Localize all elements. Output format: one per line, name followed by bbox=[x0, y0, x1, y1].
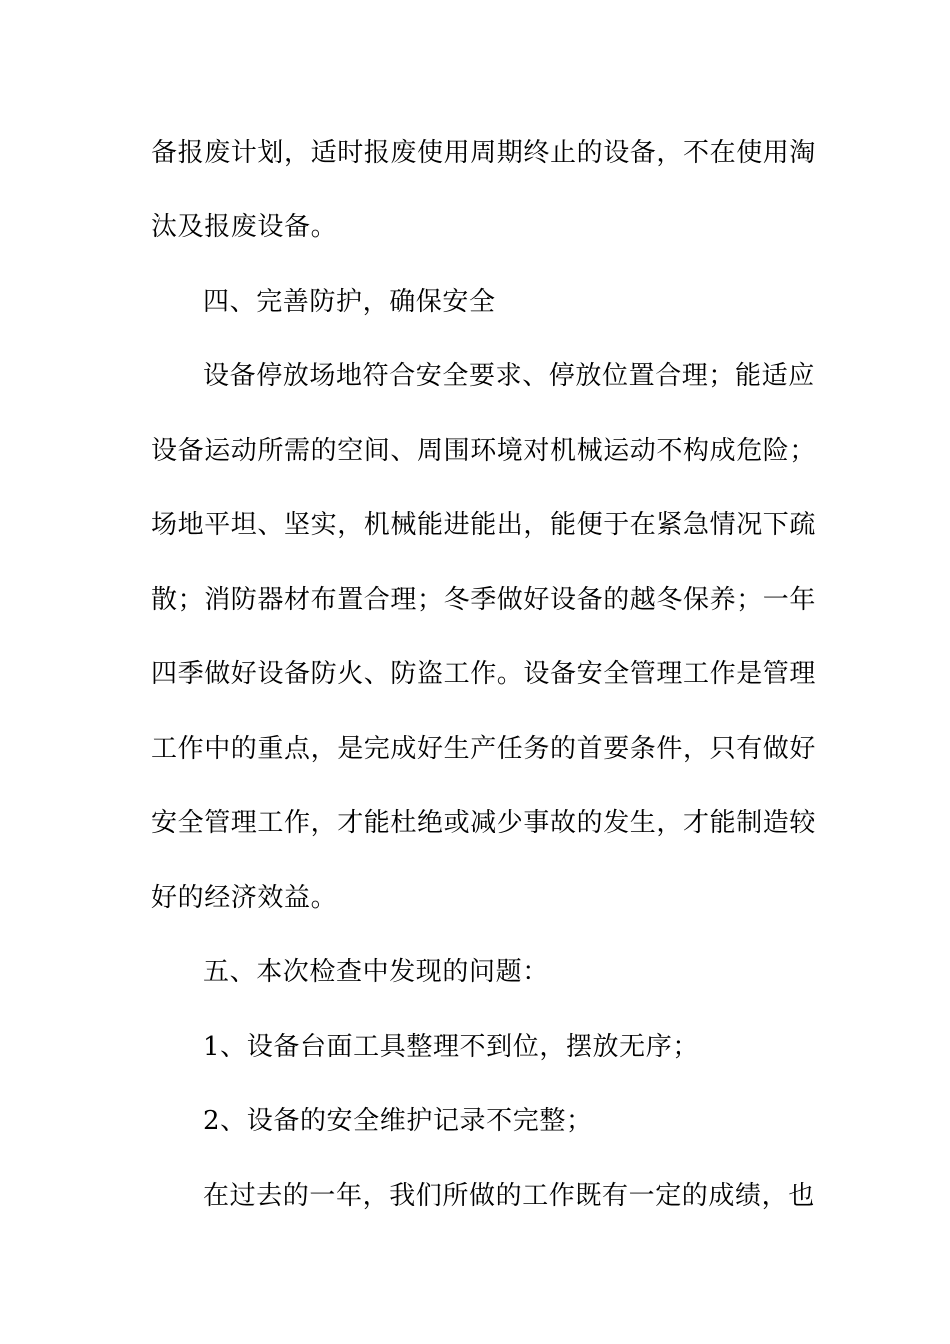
paragraph-line-1: 备报废计划，适时报废使用周期终止的设备，不在使用淘 bbox=[151, 138, 817, 168]
list-item-2: 2、设备的安全维护记录不完整； bbox=[203, 1106, 593, 1136]
paragraph-line-4: 设备运动所需的空间、周围环境对机械运动不构成危险； bbox=[151, 436, 817, 466]
paragraph-line-2: 汰及报废设备。 bbox=[151, 212, 338, 242]
paragraph-line-11: 在过去的一年，我们所做的工作既有一定的成绩，也 bbox=[203, 1181, 815, 1211]
section-heading-5: 五、本次检查中发现的问题： bbox=[203, 957, 549, 987]
paragraph-line-8: 工作中的重点，是完成好生产任务的首要条件，只有做好 bbox=[151, 734, 817, 764]
list-item-1: 1、设备台面工具整理不到位，摆放无序； bbox=[203, 1032, 699, 1062]
paragraph-line-6: 散；消防器材布置合理；冬季做好设备的越冬保养；一年 bbox=[151, 585, 817, 615]
paragraph-line-5: 场地平坦、坚实，机械能进能出，能便于在紧急情况下疏 bbox=[151, 510, 817, 540]
paragraph-line-7: 四季做好设备防火、防盗工作。设备安全管理工作是管理 bbox=[151, 659, 817, 689]
paragraph-line-3: 设备停放场地符合安全要求、停放位置合理；能适应 bbox=[203, 361, 815, 391]
section-heading-4: 四、完善防护，确保安全 bbox=[203, 287, 496, 317]
paragraph-line-10: 好的经济效益。 bbox=[151, 883, 338, 913]
paragraph-line-9: 安全管理工作，才能杜绝或减少事故的发生，才能制造较 bbox=[151, 808, 817, 838]
